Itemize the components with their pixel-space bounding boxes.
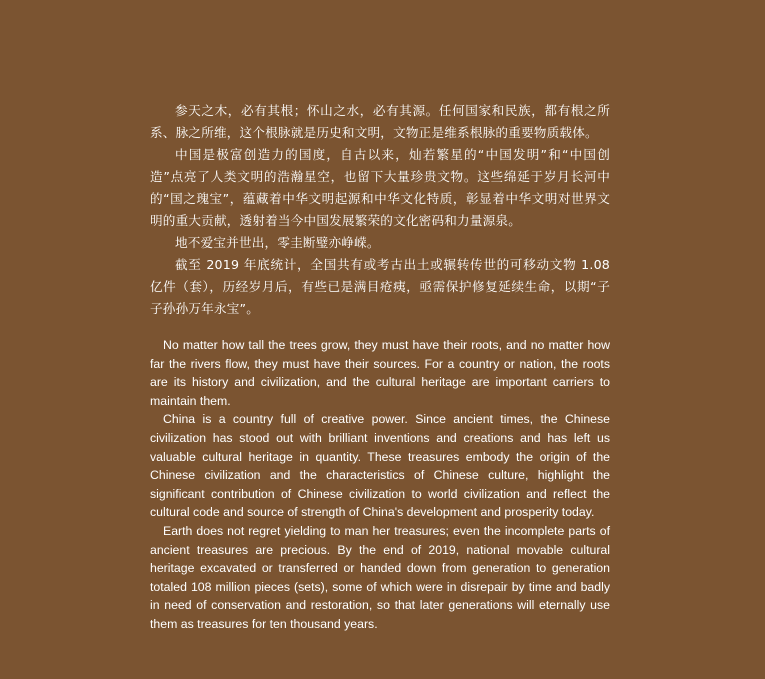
- english-text-block: [150, 336, 610, 634]
- english-paragraph-2: China is a country full of creative power. Since ancient times, the Chinese civilization has stood out with brilliant inventions and creations and has left us valuable cultural heritage in quantity. These treasures embody the origin of the Chinese civilization and the characteristics of Chinese culture, highlight the significant contribution of Chinese civilization to world civilization and reflect the cultural code and source of strength of China's development and prosperity today.: [150, 412, 610, 520]
- chinese-paragraph-3: 地不爱宝并世出，零圭断璧亦峥嵘。: [175, 235, 380, 250]
- english-paragraph-1: No matter how tall the trees grow, they must have their roots, and no matter how far the rivers flow, they must have their sources. For a country or nation, the roots are its history and civilization, and the cultural heritage are important carriers to maintain them.: [150, 338, 610, 408]
- chinese-text-block: [150, 100, 610, 320]
- chinese-paragraph-1: 参天之木，必有其根；怀山之水，必有其源。任何国家和民族，都有根之所系、脉之所维，这个根脉就是历史和文明，文物正是维系根脉的重要物质载体。: [150, 103, 610, 140]
- chinese-paragraph-4: 截至 2019 年底统计，全国共有或考古出土或辗转传世的可移动文物 1.08 亿件（套），历经岁月后，有些已是满目疮痍，亟需保护修复延续生命，以期“子子孙孙万年永宝”。: [150, 257, 610, 316]
- chinese-paragraph-2: 中国是极富创造力的国度，自古以来，灿若繁星的“中国发明”和“中国创造”点亮了人类文明的浩瀚星空，也留下大量珍贵文物。这些绵延于岁月长河中的“国之瑰宝”，蕴藏着中华文明起源和中华文化特质，彰显着中华文明对世界文明的重大贡献，透射着当今中国发展繁荣的文化密码和力量源泉。: [150, 147, 610, 228]
- english-paragraph-3: Earth does not regret yielding to man her treasures; even the incomplete parts of ancient treasures are precious. By the end of 2019, national movable cultural heritage excavated or transferred or handed down from generation to generation totaled 108 million pieces (sets), some of which were in disrepair by time and badly in need of conservation and restoration, so that later generations will eternally use them as treasures for ten thousand years.: [150, 523, 610, 631]
